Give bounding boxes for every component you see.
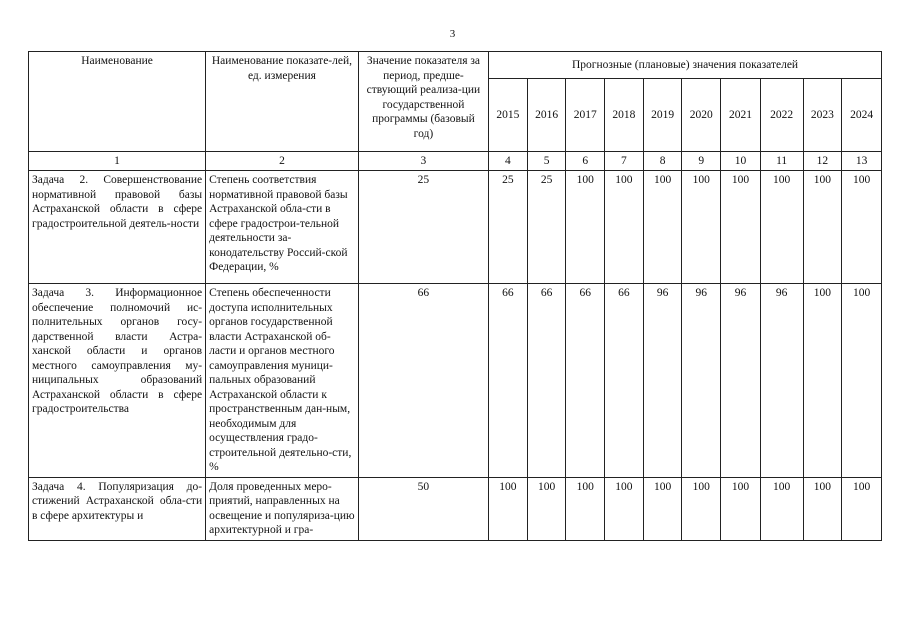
value-cell: 100 — [682, 477, 721, 540]
task-cell: Задача 3. Информационное обеспечение полномочий ис-полнительных органов госу-дарственной власти Астра-ханской области и органов местного самоуправления му-ниципальных образований Астраханской области в сфере градостроительства — [29, 284, 206, 478]
table-row — [29, 477, 882, 540]
value-cell: 100 — [566, 171, 605, 284]
value-cell: 100 — [842, 477, 882, 540]
header-name: Наименование — [29, 52, 206, 152]
column-number: 6 — [566, 152, 605, 171]
table-row — [29, 171, 882, 284]
column-number: 2 — [206, 152, 359, 171]
column-number: 1 — [29, 152, 206, 171]
value-cell: 100 — [605, 477, 644, 540]
value-cell: 100 — [803, 284, 842, 478]
header-indicator: Наименование показате-лей, ед. измерения — [206, 52, 359, 152]
column-number: 12 — [803, 152, 842, 171]
value-cell: 96 — [682, 284, 721, 478]
value-cell: 100 — [605, 171, 644, 284]
value-cell: 66 — [527, 284, 566, 478]
value-cell: 100 — [760, 171, 803, 284]
column-number: 8 — [643, 152, 682, 171]
value-cell: 25 — [527, 171, 566, 284]
value-cell: 100 — [760, 477, 803, 540]
base-value-cell: 66 — [358, 284, 488, 478]
value-cell: 66 — [489, 284, 528, 478]
year-header: 2018 — [605, 79, 644, 152]
year-header: 2019 — [643, 79, 682, 152]
value-cell: 100 — [803, 171, 842, 284]
value-cell: 66 — [605, 284, 644, 478]
year-header: 2024 — [842, 79, 882, 152]
year-header: 2015 — [489, 79, 528, 152]
value-cell: 100 — [842, 284, 882, 478]
column-number: 9 — [682, 152, 721, 171]
header-base-value: Значение показателя за период, предше-ствующий реализа-ции государственной программы (базовый год) — [358, 52, 488, 152]
indicator-cell: Доля проведенных меро-приятий, направленных на освещение и популяриза-цию архитектурной и гра- — [206, 477, 359, 540]
value-cell: 100 — [643, 477, 682, 540]
value-cell: 100 — [682, 171, 721, 284]
year-header: 2016 — [527, 79, 566, 152]
column-number: 4 — [489, 152, 528, 171]
page-number: 3 — [449, 28, 456, 40]
column-number: 10 — [721, 152, 761, 171]
value-cell: 100 — [803, 477, 842, 540]
table-row — [29, 284, 882, 478]
value-cell: 66 — [566, 284, 605, 478]
year-header: 2017 — [566, 79, 605, 152]
value-cell: 100 — [643, 171, 682, 284]
value-cell: 100 — [566, 477, 605, 540]
value-cell: 100 — [721, 171, 761, 284]
task-cell: Задача 4. Популяризация до-стижений Астраханской обла-сти в сфере архитектуры и — [29, 477, 206, 540]
column-numbers-row — [29, 152, 882, 171]
year-header: 2020 — [682, 79, 721, 152]
base-value-cell: 25 — [358, 171, 488, 284]
value-cell: 100 — [527, 477, 566, 540]
indicator-cell: Степень соответствия нормативной правовой базы Астраханской обла-сти в сфере градострои-тельной деятельности за-конодательству Россий-ской Федерации, % — [206, 171, 359, 284]
header-forecast: Прогнозные (плановые) значения показателей — [489, 52, 882, 79]
base-value-cell: 50 — [358, 477, 488, 540]
column-number: 11 — [760, 152, 803, 171]
year-header: 2023 — [803, 79, 842, 152]
value-cell: 100 — [489, 477, 528, 540]
value-cell: 100 — [721, 477, 761, 540]
column-number: 5 — [527, 152, 566, 171]
header-row — [29, 52, 882, 79]
indicator-cell: Степень обеспеченности доступа исполнительных органов государственной власти Астраханской об-ласти и органов местного самоуправления муници-пальных образований Астраханской области к пространственным дан-ным, необходимым для осуществления градо-строительной деятельно-сти, % — [206, 284, 359, 478]
column-number: 7 — [605, 152, 644, 171]
year-header: 2022 — [760, 79, 803, 152]
indicators-table — [28, 51, 882, 541]
value-cell: 96 — [643, 284, 682, 478]
value-cell: 96 — [760, 284, 803, 478]
value-cell: 96 — [721, 284, 761, 478]
value-cell: 25 — [489, 171, 528, 284]
column-number: 3 — [358, 152, 488, 171]
year-header: 2021 — [721, 79, 761, 152]
column-number: 13 — [842, 152, 882, 171]
task-cell: Задача 2. Совершенствование нормативной правовой базы Астраханской области в сфере градостроительной деятель-ности — [29, 171, 206, 284]
value-cell: 100 — [842, 171, 882, 284]
